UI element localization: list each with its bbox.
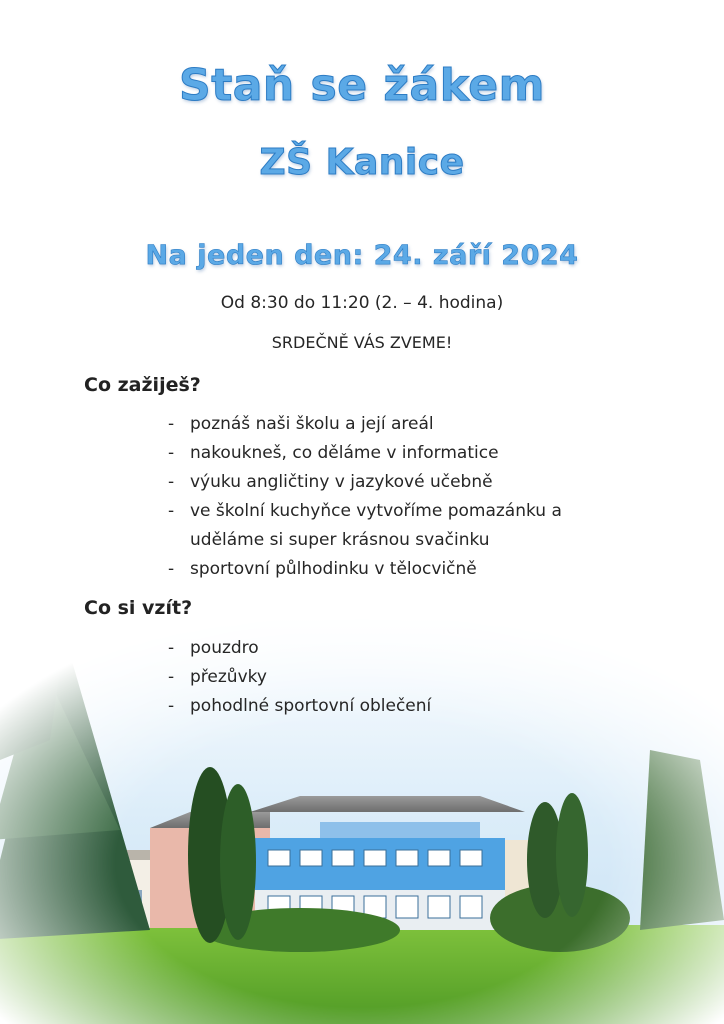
experience-list	[168, 410, 608, 584]
bullet-dash: -	[168, 472, 175, 492]
list-item-text: pouzdro	[190, 638, 259, 658]
bullet-dash: -	[168, 559, 175, 579]
list-item-text: nakoukneš, co děláme v informatice	[190, 443, 499, 463]
bullet-dash: -	[168, 696, 175, 716]
bullet-dash: -	[168, 501, 175, 521]
list-item	[168, 692, 568, 721]
list-item	[168, 634, 568, 663]
list-item	[168, 663, 568, 692]
bullet-dash: -	[168, 414, 175, 434]
list-item-text: sportovní půlhodinku v tělocvičně	[190, 559, 477, 579]
list-item	[168, 439, 608, 468]
list-item	[168, 410, 608, 439]
welcome-text: SRDEČNĚ VÁS ZVEME!	[271, 333, 453, 352]
bullet-dash: -	[168, 443, 175, 463]
list-item	[168, 555, 608, 584]
section-heading-experience: Co zažiješ?	[84, 374, 201, 396]
list-item	[168, 468, 608, 497]
list-item-text: poznáš naši školu a její areál	[190, 414, 434, 434]
date-line: Na jeden den: 24. září 2024	[145, 240, 579, 271]
time-line: Od 8:30 do 11:20 (2. – 4. hodina)	[220, 293, 504, 313]
flyer-title: Staň se žákem	[179, 60, 545, 111]
school-name: ZŠ Kanice	[259, 142, 465, 183]
list-item-text: pohodlné sportovní oblečení	[190, 696, 432, 716]
list-item	[168, 497, 608, 555]
bullet-dash: -	[168, 667, 175, 687]
bullet-dash: -	[168, 638, 175, 658]
list-item-text: ve školní kuchyňce vytvoříme pomazánku a uděláme si super krásnou svačinku	[190, 501, 562, 550]
list-item-text: přezůvky	[190, 667, 267, 687]
bring-list	[168, 634, 568, 721]
list-item-text: výuku angličtiny v jazykové učebně	[190, 472, 493, 492]
